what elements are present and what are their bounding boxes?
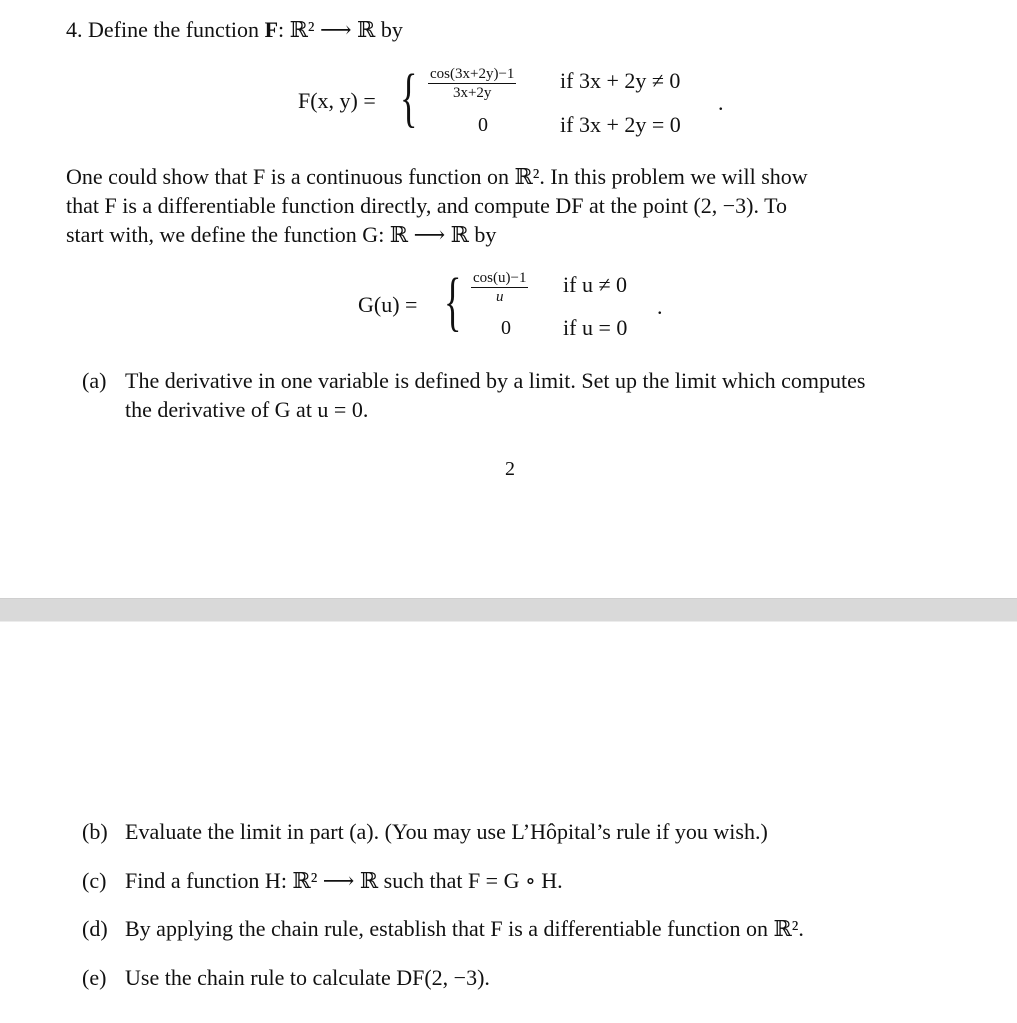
f-brace: { [400, 61, 418, 134]
problem-intro: Define the function [88, 17, 265, 42]
part-a-label: (a) [82, 368, 107, 393]
paragraph-line-2: that F is a differentiable function directly, and compute DF at the point (2, −3). To [66, 193, 788, 218]
paragraph-line-1: One could show that F is a continuous function on ℝ². In this problem we will show [66, 164, 808, 189]
part-a-line-1: The derivative in one variable is defined by a limit. Set up the limit which computes [125, 368, 866, 393]
part-c-label: (c) [82, 868, 107, 893]
page-break-divider [0, 598, 1017, 622]
f-case2-value: 0 [478, 114, 488, 136]
part-a-text [125, 366, 965, 424]
f-case1-condition: if 3x + 2y ≠ 0 [560, 68, 681, 93]
g-case2-condition: if u = 0 [563, 315, 628, 340]
part-d-text: By applying the chain rule, establish that F is a differentiable function on ℝ². [125, 916, 804, 941]
part-b-text: Evaluate the limit in part (a). (You may use L’Hôpital’s rule if you wish.) [125, 819, 768, 844]
f-case1-denominator: 3x+2y [452, 85, 492, 101]
g-period: . [657, 294, 663, 319]
g-case1-fraction [471, 270, 528, 305]
part-a-line-2: the derivative of G at u = 0. [125, 397, 369, 422]
f-case2-condition: if 3x + 2y = 0 [560, 112, 681, 137]
part-e-text: Use the chain rule to calculate DF(2, −3). [125, 965, 490, 990]
f-period: . [718, 90, 724, 115]
f-definition-lhs: F(x, y) = [298, 88, 376, 113]
function-f-signature: : ℝ² ⟶ ℝ by [278, 17, 403, 42]
paragraph-line-3: start with, we define the function G: ℝ ⟶ ℝ by [66, 222, 497, 247]
g-case1-denominator: u [495, 289, 504, 305]
g-case1-numerator: cos(u)−1 [473, 270, 527, 286]
intro-paragraph [66, 162, 966, 249]
g-case2-value: 0 [501, 317, 511, 339]
function-f-name: F [264, 17, 279, 42]
problem-header [66, 15, 403, 44]
page-number: 2 [505, 458, 515, 480]
part-b-label: (b) [82, 819, 108, 844]
part-c-text: Find a function H: ℝ² ⟶ ℝ such that F = G ∘ H. [125, 868, 563, 893]
g-definition-lhs: G(u) = [358, 292, 418, 317]
f-case1-fraction [428, 66, 516, 101]
f-case1-numerator: cos(3x+2y)−1 [430, 66, 515, 82]
part-d-label: (d) [82, 916, 108, 941]
g-case1-condition: if u ≠ 0 [563, 272, 628, 297]
problem-number: 4. [66, 17, 83, 42]
part-e-label: (e) [82, 965, 107, 990]
g-brace: { [444, 265, 462, 338]
